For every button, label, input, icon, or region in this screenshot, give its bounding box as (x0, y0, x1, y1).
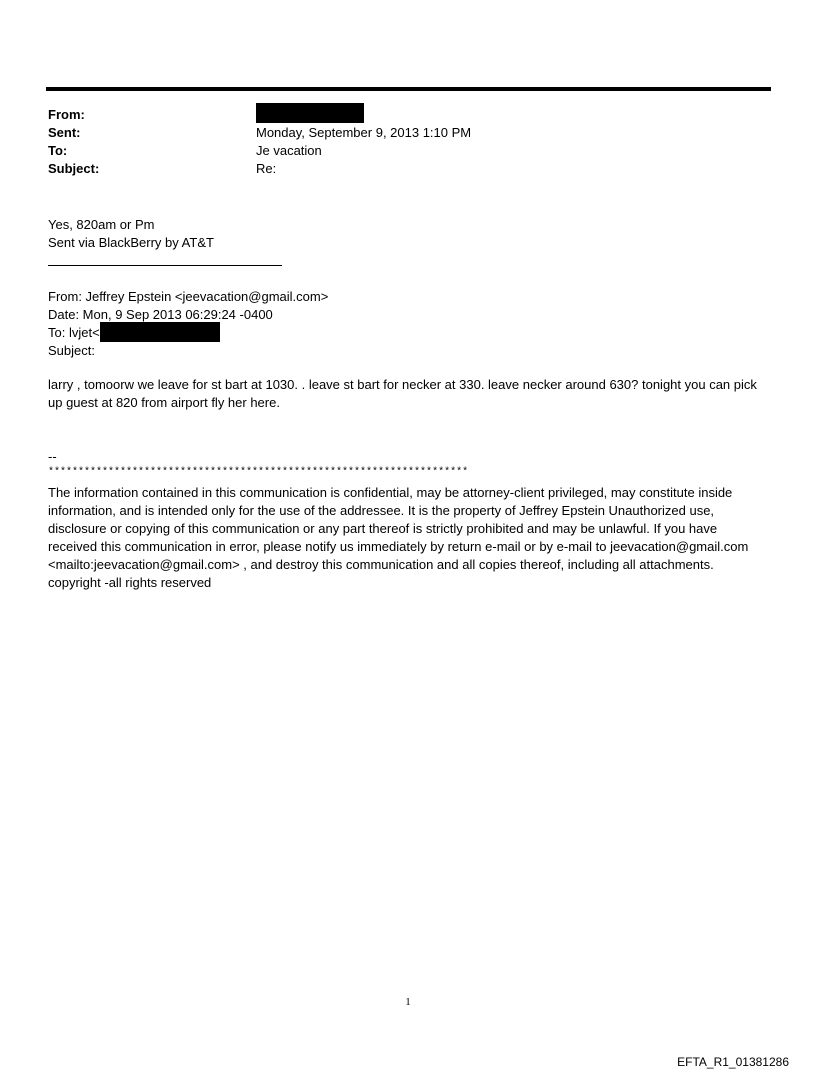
quoted-header (48, 288, 328, 360)
quoted-message: larry , tomoorw we leave for st bart at 1030. . leave st bart for necker at 330. leave necker around 630? tonight you can pick up guest at 820 from airport fly her here. (48, 377, 757, 410)
from-value (256, 106, 364, 124)
reply-line: Yes, 820am or Pm (48, 217, 155, 232)
quoted-date-line: Date: Mon, 9 Sep 2013 06:29:24 -0400 (48, 307, 273, 322)
quoted-to-prefix: To: lvjet< (48, 325, 100, 340)
from-label: From: (48, 107, 85, 122)
subject-value: Re: (256, 161, 277, 176)
redaction-block (100, 322, 220, 342)
confidentiality-disclaimer: The information contained in this communication is confidential, may be attorney-client privileged, may constitute inside information, and is intended only for the use of the addressee. It is the property of Jeffrey Epstein Unauthorized use, disclosure or copying of this communication or any part thereof is strictly prohibited and may be unlawful. If you have received this communication in error, please notify us immediately by return e-mail or by e-mail to jeevacation@gmail.com <mailto:jeevacation@gmail.com> , and destroy this communication and all copies thereof, including all attachments. copyright -all rights reserved (48, 485, 749, 590)
sent-label: Sent: (48, 125, 81, 140)
sent-value: Monday, September 9, 2013 1:10 PM (256, 125, 472, 140)
quoted-from-line: From: Jeffrey Epstein <jeevacation@gmail.com> (48, 289, 329, 304)
quoted-subject-line: Subject: (48, 343, 95, 358)
signature-dashes: -- (48, 449, 57, 464)
subject-label: Subject: (48, 161, 100, 176)
quoted-to-line (48, 324, 328, 342)
document-id: EFTA_R1_01381286 (677, 1055, 789, 1069)
to-label: To: (48, 143, 68, 158)
reply-body (48, 216, 214, 252)
redaction-block (256, 103, 364, 123)
signature-asterisks: ********************************************************************** (48, 467, 469, 478)
separator-rule (48, 265, 282, 266)
page-number: 1 (405, 996, 411, 1008)
top-rule (46, 87, 771, 91)
reply-signature-line: Sent via BlackBerry by AT&T (48, 235, 214, 250)
to-value: Je vacation (256, 143, 322, 158)
